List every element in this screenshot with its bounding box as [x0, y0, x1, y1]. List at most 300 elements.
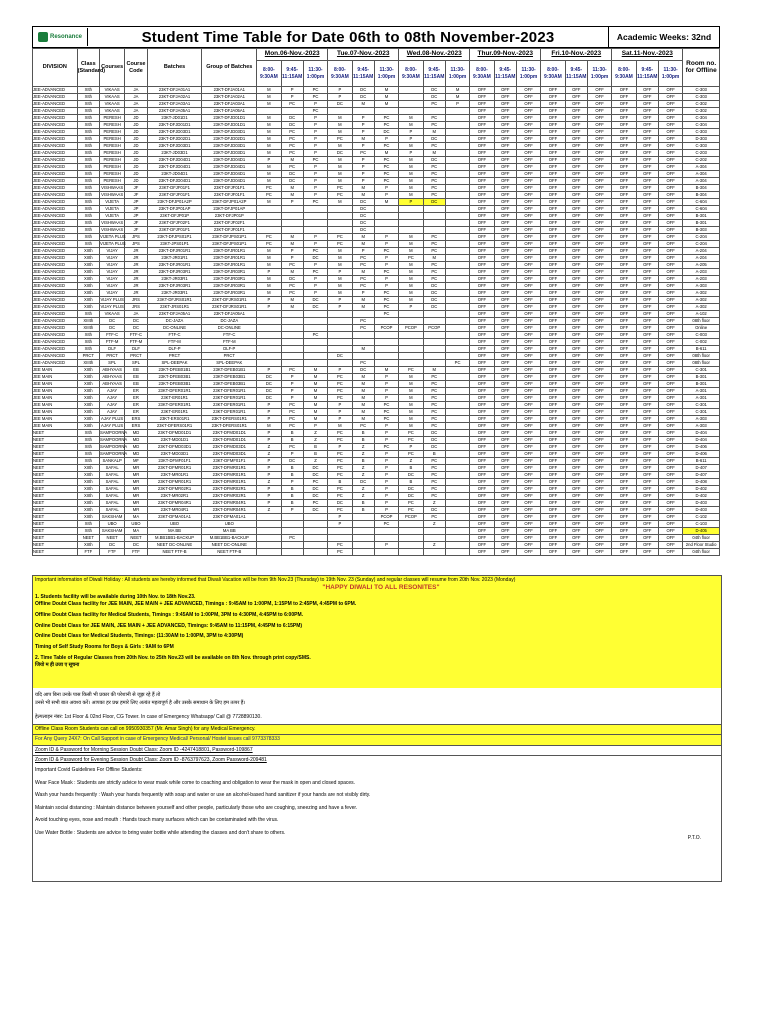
- table-cell: [281, 346, 303, 353]
- table-cell: [374, 220, 398, 227]
- table-cell: [445, 311, 469, 318]
- table-cell: [328, 318, 352, 325]
- table-cell: M: [281, 241, 303, 248]
- table-cell: OFF: [658, 493, 682, 500]
- table-cell: OFF: [541, 500, 565, 507]
- table-cell: OFF: [494, 479, 516, 486]
- table-cell: OFF: [565, 248, 587, 255]
- table-cell: OFF: [565, 472, 587, 479]
- table-cell: 23KT-DFJD04D1: [202, 171, 257, 178]
- contact-row: Offline Class Room Students can call on 9950930357 (Mr. Amar Singh) for any Medical Emergency.: [33, 724, 721, 734]
- table-cell: XIth: [77, 108, 99, 115]
- table-cell: JRS: [125, 304, 147, 311]
- table-cell: OFF: [516, 220, 540, 227]
- notice-p4: Online Doubt Class for JEE MAIN, JEE MAIN + JEE ADVANCED, Timings: 9:45AM to 11:15PM, 4:45PM to 6:15PM): [35, 622, 303, 629]
- table-cell: PRCT: [202, 353, 257, 360]
- table-cell: C-203: [683, 150, 720, 157]
- table-cell: OFF: [565, 290, 587, 297]
- table-cell: OFF: [565, 549, 587, 556]
- table-row: [33, 87, 720, 94]
- table-cell: [445, 143, 469, 150]
- table-cell: [281, 206, 303, 213]
- table-cell: OFF: [541, 402, 565, 409]
- table-cell: [445, 248, 469, 255]
- table-cell: OFF: [636, 367, 658, 374]
- table-cell: OFF: [658, 465, 682, 472]
- table-cell: OFF: [516, 458, 540, 465]
- table-cell: [445, 269, 469, 276]
- notice-intro: Important information of Diwali Holiday : All students are hereby informed that Diwali Vacation will be from 9th Nov.23 (Thursday) to 19th Nov. 23 (Sunday) and regular classes will resume from 20th Nov. 2023 (Monday): [35, 577, 516, 583]
- table-cell: P: [303, 423, 327, 430]
- table-cell: FTF: [77, 549, 99, 556]
- table-cell: B: [352, 437, 374, 444]
- table-cell: 23KT-DFJPS01P1: [202, 234, 257, 241]
- table-cell: OFF: [494, 150, 516, 157]
- table-cell: M: [303, 367, 327, 374]
- table-cell: P: [374, 451, 398, 458]
- col-course-code: Course Code: [125, 49, 147, 87]
- timetable: [32, 48, 720, 556]
- table-cell: [281, 213, 303, 220]
- guideline-item: Wear Face Mask : Students are strictly advice to wear mask while come to coaching and obligation to wear the mask in open and closed spaces.: [35, 779, 356, 786]
- table-cell: PC: [374, 521, 398, 528]
- table-cell: OFF: [658, 311, 682, 318]
- table-cell: OFF: [658, 171, 682, 178]
- table-cell: PC: [423, 101, 445, 108]
- table-cell: 23KT-DFJD03D1: [202, 129, 257, 136]
- table-cell: M: [303, 374, 327, 381]
- table-cell: PC: [352, 325, 374, 332]
- table-cell: OFF: [494, 178, 516, 185]
- table-cell: P: [399, 304, 423, 311]
- table-row: [33, 346, 720, 353]
- table-cell: OFF: [612, 507, 636, 514]
- table-cell: OFF: [516, 521, 540, 528]
- table-cell: OFF: [565, 493, 587, 500]
- table-cell: [423, 318, 445, 325]
- table-cell: SAFAL: [99, 500, 124, 507]
- table-cell: 2nd Floor Studio: [683, 542, 720, 549]
- table-cell: OFF: [494, 381, 516, 388]
- table-cell: PC: [423, 171, 445, 178]
- table-cell: M: [352, 297, 374, 304]
- table-cell: OFF: [494, 255, 516, 262]
- table-cell: ERS: [125, 423, 147, 430]
- table-cell: XIth: [77, 143, 99, 150]
- table-cell: [423, 353, 445, 360]
- table-cell: PC: [423, 269, 445, 276]
- table-cell: OFF: [470, 507, 494, 514]
- table-cell: OFF: [658, 458, 682, 465]
- table-cell: OFF: [565, 486, 587, 493]
- table-cell: 23KT-DFJF01F1: [147, 227, 202, 234]
- table-cell: JD: [125, 171, 147, 178]
- table-cell: XIth: [77, 178, 99, 185]
- table-cell: OFF: [658, 521, 682, 528]
- table-cell: 23KT-DFEB03B1: [147, 381, 202, 388]
- table-cell: ER: [125, 409, 147, 416]
- table-cell: VISHWAAS: [101, 227, 124, 233]
- table-cell: B: [352, 458, 374, 465]
- table-cell: OFF: [494, 353, 516, 360]
- table-cell: OFF: [587, 535, 611, 542]
- table-row: [33, 444, 720, 451]
- table-cell: 23KT-DFJD04D1: [147, 157, 202, 164]
- day-header: Tue.07-Nov.-2023: [328, 49, 399, 61]
- table-cell: 08th floor: [683, 318, 720, 325]
- table-cell: 23KT-DFJD04D1: [202, 178, 257, 185]
- table-cell: OFF: [541, 122, 565, 129]
- table-cell: 23KT-MR02R1: [147, 493, 202, 500]
- table-row: [33, 206, 720, 213]
- table-cell: M: [399, 171, 423, 178]
- table-cell: PC: [303, 199, 327, 206]
- table-cell: JEE-ADVANCED: [33, 129, 78, 136]
- table-cell: 08th floor: [683, 353, 720, 360]
- table-cell: OFF: [516, 255, 540, 262]
- table-cell: B-304: [683, 185, 720, 192]
- table-cell: OFF: [658, 129, 682, 136]
- table-cell: OFF: [565, 465, 587, 472]
- table-cell: P: [328, 87, 352, 94]
- table-cell: OFF: [470, 395, 494, 402]
- table-cell: PC: [374, 115, 398, 122]
- table-cell: OFF: [658, 227, 682, 234]
- table-cell: OFF: [587, 227, 611, 234]
- table-cell: OFF: [470, 437, 494, 444]
- table-cell: 23KT-DFMR04R1: [202, 500, 257, 507]
- table-cell: OFF: [516, 325, 540, 332]
- table-cell: OFF: [470, 304, 494, 311]
- table-cell: OFF: [494, 269, 516, 276]
- table-cell: XIth: [77, 227, 99, 234]
- table-cell: P: [374, 507, 398, 514]
- col-room: Room no. for Offline: [683, 49, 720, 87]
- table-cell: DC: [303, 493, 327, 500]
- notice-p3: Offline Doubt Class facility for Medical Students, Timings : 9:45AM to 1:00PM, 3PM to 4:30PM, 4:45PM to 6:00PM.: [35, 611, 304, 618]
- table-cell: P: [257, 493, 281, 500]
- table-cell: DC: [303, 465, 327, 472]
- table-cell: M: [257, 255, 281, 262]
- table-cell: XIIth: [77, 493, 99, 500]
- table-cell: OFF: [541, 542, 565, 549]
- table-cell: OFF: [565, 115, 587, 122]
- table-row: [33, 220, 720, 227]
- table-row: [33, 143, 720, 150]
- table-cell: 23KT-DFJR03R1: [147, 269, 202, 276]
- table-cell: [399, 339, 423, 346]
- table-cell: OFF: [636, 171, 658, 178]
- table-row: [33, 101, 720, 108]
- table-cell: OFF: [636, 143, 658, 150]
- table-cell: P: [328, 304, 352, 311]
- table-cell: OFF: [612, 290, 636, 297]
- table-cell: M: [399, 374, 423, 381]
- table-cell: PERESH: [99, 178, 124, 185]
- table-row: [33, 514, 720, 521]
- table-cell: [423, 360, 445, 367]
- table-cell: OFF: [658, 479, 682, 486]
- table-cell: PC: [281, 367, 303, 374]
- table-cell: NEET: [33, 542, 78, 549]
- table-cell: M: [257, 276, 281, 283]
- table-cell: P: [374, 192, 398, 199]
- table-cell: M: [399, 262, 423, 269]
- table-cell: NEET FTF-B: [147, 549, 202, 556]
- table-cell: [399, 213, 423, 220]
- table-cell: VIJAY PLUS: [100, 297, 124, 303]
- slot-header: 11:30-1:00pm: [445, 61, 469, 87]
- table-cell: [445, 241, 469, 248]
- table-cell: A-304: [683, 164, 720, 171]
- table-cell: 23KT-DFJD01D1: [202, 122, 257, 129]
- table-cell: P: [281, 374, 303, 381]
- table-cell: OFF: [636, 269, 658, 276]
- table-cell: OFF: [516, 87, 540, 94]
- table-cell: P: [257, 269, 281, 276]
- table-cell: SPL: [125, 360, 147, 367]
- table-cell: [328, 339, 352, 346]
- table-cell: OFF: [612, 227, 636, 234]
- table-cell: 23KT-DFJA05A1: [202, 311, 257, 318]
- table-cell: DLF: [125, 346, 147, 353]
- table-cell: NEET: [33, 535, 78, 542]
- table-cell: OFF: [565, 192, 587, 199]
- table-cell: D-404: [683, 430, 720, 437]
- table-cell: OFF: [612, 136, 636, 143]
- table-cell: 23KT-DFERS01R1: [147, 423, 202, 430]
- table-cell: 23KT-DFJA03A1: [202, 101, 257, 108]
- table-cell: DC-ONLINE: [202, 325, 257, 332]
- table-cell: XIIIth: [77, 360, 99, 367]
- table-cell: OFF: [636, 262, 658, 269]
- table-cell: DC: [352, 220, 374, 227]
- table-cell: M: [399, 423, 423, 430]
- table-cell: OFF: [612, 514, 636, 521]
- table-cell: DC: [303, 304, 327, 311]
- table-cell: OFF: [470, 227, 494, 234]
- table-cell: OFF: [636, 388, 658, 395]
- table-cell: P: [257, 409, 281, 416]
- happy-diwali: "HAPPY DIWALI TO ALL RESONITES": [322, 583, 440, 591]
- table-cell: OFF: [636, 304, 658, 311]
- table-cell: [445, 381, 469, 388]
- table-cell: C-204: [683, 234, 720, 241]
- logo-icon: [38, 32, 48, 42]
- table-cell: P: [257, 500, 281, 507]
- table-cell: C-303: [683, 129, 720, 136]
- table-cell: OFF: [612, 458, 636, 465]
- table-cell: OFF: [470, 276, 494, 283]
- table-cell: OFF: [516, 164, 540, 171]
- table-cell: [257, 549, 281, 556]
- table-cell: OFF: [470, 458, 494, 465]
- table-cell: P: [281, 248, 303, 255]
- table-cell: OFF: [587, 521, 611, 528]
- table-cell: OFF: [565, 542, 587, 549]
- table-cell: OFF: [541, 108, 565, 115]
- table-cell: JEE-ADVANCED: [33, 283, 78, 290]
- table-cell: OFF: [516, 339, 540, 346]
- table-cell: OFF: [494, 101, 516, 108]
- table-cell: OFF: [587, 514, 611, 521]
- table-cell: MR: [125, 500, 147, 507]
- table-cell: M: [328, 290, 352, 297]
- table-cell: [374, 213, 398, 220]
- table-cell: 23KT-DFER01R1: [202, 388, 257, 395]
- table-cell: VIJAY: [99, 290, 124, 297]
- table-cell: OFF: [587, 136, 611, 143]
- table-cell: OFF: [541, 269, 565, 276]
- table-cell: JEE-ADVANCED: [33, 108, 78, 115]
- table-cell: OFF: [494, 542, 516, 549]
- table-cell: JEE-ADVANCED: [33, 262, 78, 269]
- table-cell: OFF: [587, 437, 611, 444]
- table-cell: [399, 108, 423, 115]
- table-cell: OFF: [541, 346, 565, 353]
- table-cell: [445, 535, 469, 542]
- table-cell: PC: [374, 269, 398, 276]
- table-cell: XIth: [77, 129, 99, 136]
- table-cell: XIIth: [77, 255, 99, 262]
- day-header: Fri.10-Nov.-2023: [541, 49, 612, 61]
- table-cell: OFF: [541, 437, 565, 444]
- table-cell: FTF-M: [125, 339, 147, 346]
- hindi-line-2: उनसे भी सभी बात अवश्य करें। आपका हर प्रश्न हमारे लिए अत्यंत महत्वपूर्ण है और उसके समाधान के लिए हम तत्पर हैं।: [35, 700, 246, 706]
- table-cell: P: [328, 269, 352, 276]
- table-cell: OFF: [470, 444, 494, 451]
- table-cell: XIth: [77, 458, 99, 465]
- table-cell: P: [374, 262, 398, 269]
- table-cell: MR: [125, 486, 147, 493]
- table-cell: DC: [423, 430, 445, 437]
- table-cell: M: [257, 136, 281, 143]
- table-cell: [445, 115, 469, 122]
- table-cell: ER: [125, 402, 147, 409]
- table-cell: OFF: [565, 311, 587, 318]
- table-cell: PC: [399, 367, 423, 374]
- table-cell: P: [374, 458, 398, 465]
- table-cell: [445, 192, 469, 199]
- table-cell: OFF: [587, 500, 611, 507]
- table-row: [33, 542, 720, 549]
- table-cell: M: [352, 269, 374, 276]
- table-cell: OFF: [470, 360, 494, 367]
- table-cell: D-407: [683, 472, 720, 479]
- table-cell: [445, 416, 469, 423]
- table-cell: [445, 542, 469, 549]
- table-cell: M: [257, 248, 281, 255]
- table-cell: OFF: [516, 94, 540, 101]
- table-cell: JEE-ADVANCED: [33, 311, 78, 318]
- table-cell: M: [423, 367, 445, 374]
- table-cell: NEET: [33, 486, 78, 493]
- table-cell: PC: [423, 248, 445, 255]
- table-cell: XIIth: [77, 269, 99, 276]
- table-cell: M: [399, 164, 423, 171]
- table-row: [33, 353, 720, 360]
- table-cell: [374, 360, 398, 367]
- table-cell: OFF: [636, 101, 658, 108]
- table-cell: OFF: [565, 157, 587, 164]
- table-row: [33, 486, 720, 493]
- table-cell: SAKSHAM: [99, 514, 124, 521]
- table-cell: OFF: [636, 290, 658, 297]
- diwali-notice: [33, 576, 721, 688]
- table-cell: [445, 136, 469, 143]
- table-cell: OFF: [541, 374, 565, 381]
- table-cell: M: [257, 199, 281, 206]
- table-cell: JEE-ADVANCED: [33, 360, 78, 367]
- table-cell: OFF: [636, 514, 658, 521]
- table-cell: DC: [328, 353, 352, 360]
- table-cell: NEET: [33, 451, 78, 458]
- table-cell: XIIth: [77, 381, 99, 388]
- table-cell: XIIIth: [77, 325, 99, 332]
- table-cell: [445, 472, 469, 479]
- table-cell: OFF: [658, 549, 682, 556]
- table-cell: OFF: [494, 402, 516, 409]
- table-cell: DC: [257, 388, 281, 395]
- table-cell: 23KT-DFER01R1: [147, 402, 202, 409]
- table-cell: OFF: [565, 143, 587, 150]
- table-cell: P: [374, 542, 398, 549]
- table-cell: M: [399, 276, 423, 283]
- table-cell: A-303: [683, 283, 720, 290]
- table-cell: OFF: [541, 171, 565, 178]
- table-cell: OFF: [587, 108, 611, 115]
- table-cell: [281, 514, 303, 521]
- table-row: [33, 528, 720, 535]
- table-row: [33, 192, 720, 199]
- table-cell: [281, 311, 303, 318]
- table-cell: PC: [399, 430, 423, 437]
- resonance-logo: [33, 28, 88, 46]
- contact-rows: [33, 724, 721, 765]
- table-cell: OFF: [587, 192, 611, 199]
- table-cell: OFF: [565, 325, 587, 332]
- table-cell: OFF: [612, 395, 636, 402]
- table-cell: OFF: [494, 507, 516, 514]
- table-cell: [445, 255, 469, 262]
- table-cell: [445, 283, 469, 290]
- table-cell: [328, 360, 352, 367]
- table-cell: OFF: [612, 157, 636, 164]
- table-cell: [328, 227, 352, 234]
- table-cell: A-301: [683, 395, 720, 402]
- table-row: [33, 360, 720, 367]
- table-cell: XIth: [77, 220, 99, 227]
- table-cell: OFF: [636, 423, 658, 430]
- table-cell: NEET: [33, 437, 78, 444]
- table-cell: P: [374, 276, 398, 283]
- table-cell: OFF: [470, 290, 494, 297]
- table-cell: OFF: [612, 220, 636, 227]
- table-cell: MR: [125, 507, 147, 514]
- day-header: Mon.06-Nov.-2023: [257, 49, 328, 61]
- table-cell: P: [352, 143, 374, 150]
- table-cell: [352, 535, 374, 542]
- table-cell: [374, 535, 398, 542]
- table-cell: OFF: [612, 409, 636, 416]
- table-cell: OFF: [587, 178, 611, 185]
- table-cell: A-205: [683, 262, 720, 269]
- table-cell: [423, 346, 445, 353]
- table-cell: [303, 339, 327, 346]
- table-cell: 23KT-DFMR02R1: [202, 493, 257, 500]
- table-cell: PC: [423, 192, 445, 199]
- table-cell: DC: [281, 458, 303, 465]
